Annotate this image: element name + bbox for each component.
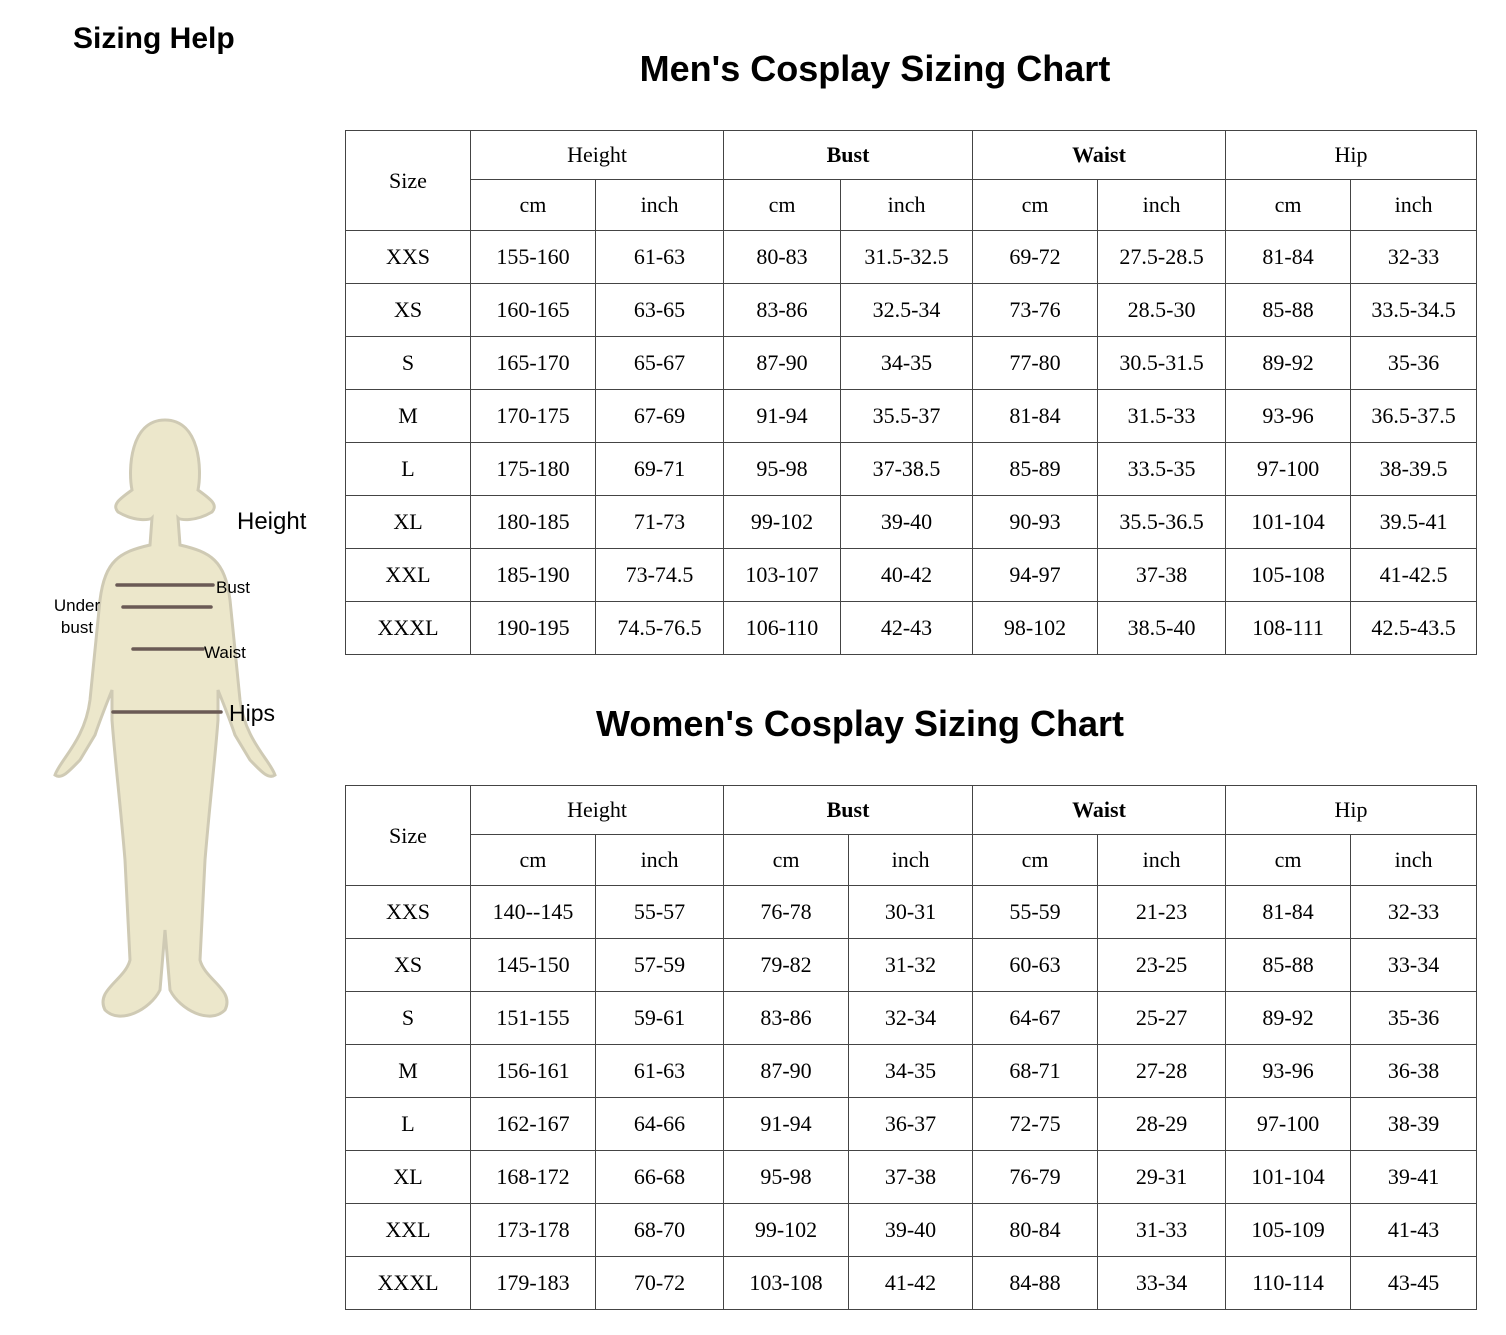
table-row [346, 337, 1477, 390]
table-cell: 81-84 [1226, 886, 1351, 939]
table-cell: 99-102 [724, 496, 841, 549]
size-cell: S [346, 992, 471, 1045]
table-cell: 40-42 [841, 549, 973, 602]
table-cell: 70-72 [596, 1257, 724, 1310]
table-cell: 55-57 [596, 886, 724, 939]
table-cell: 33.5-34.5 [1351, 284, 1477, 337]
women-size-table [345, 785, 1477, 1310]
women-table-body [346, 886, 1477, 1310]
unit-header-inch: inch [596, 835, 724, 886]
men-chart-title: Men's Cosplay Sizing Chart [639, 48, 1111, 89]
table-cell: 89-92 [1226, 337, 1351, 390]
size-cell: XXL [346, 1204, 471, 1257]
table-cell: 105-108 [1226, 549, 1351, 602]
bust-label: Bust [216, 578, 251, 597]
unit-header-inch: inch [1098, 835, 1226, 886]
table-cell: 77-80 [973, 337, 1098, 390]
table-cell: 30-31 [849, 886, 973, 939]
table-row [346, 390, 1477, 443]
table-cell: 21-23 [1098, 886, 1226, 939]
waist-header: Waist [973, 786, 1226, 835]
table-cell: 87-90 [724, 1045, 849, 1098]
table-cell: 29-31 [1098, 1151, 1226, 1204]
table-cell: 64-67 [973, 992, 1098, 1045]
table-cell: 91-94 [724, 1098, 849, 1151]
table-cell: 160-165 [471, 284, 596, 337]
unit-header-cm: cm [1226, 180, 1351, 231]
table-cell: 35.5-36.5 [1098, 496, 1226, 549]
height-label: Height [237, 508, 307, 535]
bust-header: Bust [724, 786, 973, 835]
size-cell: XXXL [346, 1257, 471, 1310]
table-cell: 64-66 [596, 1098, 724, 1151]
table-cell: 79-82 [724, 939, 849, 992]
unit-header-cm: cm [724, 835, 849, 886]
size-cell: XS [346, 939, 471, 992]
table-cell: 63-65 [596, 284, 724, 337]
table-cell: 155-160 [471, 231, 596, 284]
men-size-table [345, 130, 1477, 655]
height-header: Height [471, 131, 724, 180]
table-cell: 97-100 [1226, 443, 1351, 496]
hip-header: Hip [1226, 131, 1477, 180]
table-cell: 41-42 [849, 1257, 973, 1310]
table-cell: 36-38 [1351, 1045, 1477, 1098]
table-cell: 108-111 [1226, 602, 1351, 655]
unit-header-inch: inch [1351, 180, 1477, 231]
table-cell: 31-33 [1098, 1204, 1226, 1257]
table-row [346, 443, 1477, 496]
table-cell: 28.5-30 [1098, 284, 1226, 337]
table-cell: 151-155 [471, 992, 596, 1045]
size-cell: XL [346, 1151, 471, 1204]
size-header: Size [346, 131, 471, 231]
table-cell: 67-69 [596, 390, 724, 443]
table-cell: 66-68 [596, 1151, 724, 1204]
table-cell: 68-71 [973, 1045, 1098, 1098]
table-row [346, 231, 1477, 284]
table-cell: 61-63 [596, 231, 724, 284]
table-cell: 89-92 [1226, 992, 1351, 1045]
table-cell: 36.5-37.5 [1351, 390, 1477, 443]
table-row [346, 1045, 1477, 1098]
table-cell: 106-110 [724, 602, 841, 655]
waist-label: Waist [204, 643, 246, 662]
table-cell: 33-34 [1351, 939, 1477, 992]
unit-header-cm: cm [1226, 835, 1351, 886]
table-cell: 93-96 [1226, 1045, 1351, 1098]
table-cell: 145-150 [471, 939, 596, 992]
unit-header-cm: cm [471, 180, 596, 231]
table-cell: 32.5-34 [841, 284, 973, 337]
table-row [346, 992, 1477, 1045]
table-cell: 27-28 [1098, 1045, 1226, 1098]
table-row [346, 1098, 1477, 1151]
table-cell: 101-104 [1226, 496, 1351, 549]
size-cell: XS [346, 284, 471, 337]
table-cell: 85-89 [973, 443, 1098, 496]
table-row [346, 1204, 1477, 1257]
table-cell: 32-33 [1351, 886, 1477, 939]
table-cell: 98-102 [973, 602, 1098, 655]
table-cell: 39.5-41 [1351, 496, 1477, 549]
table-cell: 97-100 [1226, 1098, 1351, 1151]
table-cell: 32-34 [849, 992, 973, 1045]
table-cell: 73-76 [973, 284, 1098, 337]
table-cell: 83-86 [724, 284, 841, 337]
table-cell: 95-98 [724, 443, 841, 496]
size-cell: XXL [346, 549, 471, 602]
table-cell: 28-29 [1098, 1098, 1226, 1151]
women-chart-title: Women's Cosplay Sizing Chart [596, 703, 1124, 744]
unit-header-inch: inch [596, 180, 724, 231]
table-cell: 65-67 [596, 337, 724, 390]
table-cell: 190-195 [471, 602, 596, 655]
hip-header: Hip [1226, 786, 1477, 835]
table-cell: 165-170 [471, 337, 596, 390]
table-cell: 35.5-37 [841, 390, 973, 443]
table-cell: 94-97 [973, 549, 1098, 602]
table-cell: 84-88 [973, 1257, 1098, 1310]
waist-header: Waist [973, 131, 1226, 180]
table-cell: 95-98 [724, 1151, 849, 1204]
table-cell: 81-84 [973, 390, 1098, 443]
table-cell: 33.5-35 [1098, 443, 1226, 496]
table-cell: 59-61 [596, 992, 724, 1045]
table-cell: 38-39 [1351, 1098, 1477, 1151]
table-cell: 179-183 [471, 1257, 596, 1310]
table-cell: 90-93 [973, 496, 1098, 549]
table-cell: 80-83 [724, 231, 841, 284]
table-row [346, 496, 1477, 549]
table-cell: 73-74.5 [596, 549, 724, 602]
table-cell: 80-84 [973, 1204, 1098, 1257]
table-cell: 38-39.5 [1351, 443, 1477, 496]
table-cell: 170-175 [471, 390, 596, 443]
unit-header-cm: cm [724, 180, 841, 231]
table-cell: 85-88 [1226, 939, 1351, 992]
table-cell: 39-40 [849, 1204, 973, 1257]
table-cell: 69-72 [973, 231, 1098, 284]
table-cell: 31.5-33 [1098, 390, 1226, 443]
table-cell: 185-190 [471, 549, 596, 602]
table-row [346, 1151, 1477, 1204]
table-cell: 76-78 [724, 886, 849, 939]
table-row [346, 602, 1477, 655]
table-cell: 168-172 [471, 1151, 596, 1204]
table-row [346, 886, 1477, 939]
table-cell: 101-104 [1226, 1151, 1351, 1204]
unit-header-cm: cm [973, 835, 1098, 886]
table-cell: 42.5-43.5 [1351, 602, 1477, 655]
table-cell: 30.5-31.5 [1098, 337, 1226, 390]
table-cell: 175-180 [471, 443, 596, 496]
table-cell: 41-42.5 [1351, 549, 1477, 602]
size-cell: XL [346, 496, 471, 549]
unit-header-inch: inch [1351, 835, 1477, 886]
table-cell: 55-59 [973, 886, 1098, 939]
size-cell: S [346, 337, 471, 390]
table-cell: 74.5-76.5 [596, 602, 724, 655]
table-cell: 36-37 [849, 1098, 973, 1151]
under-bust-label-line1: Under [53, 596, 101, 615]
men-table-body [346, 231, 1477, 655]
size-cell: M [346, 390, 471, 443]
size-cell: XXS [346, 886, 471, 939]
table-cell: 99-102 [724, 1204, 849, 1257]
table-cell: 23-25 [1098, 939, 1226, 992]
table-row [346, 939, 1477, 992]
size-cell: M [346, 1045, 471, 1098]
table-cell: 25-27 [1098, 992, 1226, 1045]
under-bust-label [51, 595, 103, 639]
table-cell: 76-79 [973, 1151, 1098, 1204]
unit-header-inch: inch [849, 835, 973, 886]
table-cell: 68-70 [596, 1204, 724, 1257]
table-cell: 31-32 [849, 939, 973, 992]
table-cell: 27.5-28.5 [1098, 231, 1226, 284]
table-cell: 41-43 [1351, 1204, 1477, 1257]
table-cell: 34-35 [841, 337, 973, 390]
table-cell: 81-84 [1226, 231, 1351, 284]
table-cell: 35-36 [1351, 992, 1477, 1045]
table-cell: 37-38 [1098, 549, 1226, 602]
table-row [346, 549, 1477, 602]
table-row [346, 1257, 1477, 1310]
table-cell: 110-114 [1226, 1257, 1351, 1310]
table-cell: 93-96 [1226, 390, 1351, 443]
table-cell: 43-45 [1351, 1257, 1477, 1310]
table-cell: 173-178 [471, 1204, 596, 1257]
table-cell: 69-71 [596, 443, 724, 496]
table-row [346, 284, 1477, 337]
table-cell: 87-90 [724, 337, 841, 390]
table-cell: 31.5-32.5 [841, 231, 973, 284]
unit-header-inch: inch [841, 180, 973, 231]
table-cell: 61-63 [596, 1045, 724, 1098]
height-header: Height [471, 786, 724, 835]
table-cell: 32-33 [1351, 231, 1477, 284]
table-cell: 71-73 [596, 496, 724, 549]
table-cell: 37-38 [849, 1151, 973, 1204]
unit-header-cm: cm [471, 835, 596, 886]
table-cell: 37-38.5 [841, 443, 973, 496]
under-bust-label-line2: bust [60, 618, 94, 637]
table-cell: 180-185 [471, 496, 596, 549]
size-cell: XXS [346, 231, 471, 284]
table-cell: 103-108 [724, 1257, 849, 1310]
table-cell: 140--145 [471, 886, 596, 939]
table-cell: 162-167 [471, 1098, 596, 1151]
table-cell: 33-34 [1098, 1257, 1226, 1310]
table-cell: 57-59 [596, 939, 724, 992]
table-cell: 39-41 [1351, 1151, 1477, 1204]
unit-header-inch: inch [1098, 180, 1226, 231]
size-cell: L [346, 1098, 471, 1151]
table-cell: 39-40 [841, 496, 973, 549]
table-cell: 85-88 [1226, 284, 1351, 337]
table-cell: 42-43 [841, 602, 973, 655]
table-cell: 34-35 [849, 1045, 973, 1098]
table-cell: 83-86 [724, 992, 849, 1045]
size-header: Size [346, 786, 471, 886]
size-cell: L [346, 443, 471, 496]
page-title: Sizing Help [73, 22, 235, 55]
table-cell: 91-94 [724, 390, 841, 443]
unit-header-cm: cm [973, 180, 1098, 231]
table-cell: 105-109 [1226, 1204, 1351, 1257]
size-cell: XXXL [346, 602, 471, 655]
table-cell: 60-63 [973, 939, 1098, 992]
bust-header: Bust [724, 131, 973, 180]
table-cell: 103-107 [724, 549, 841, 602]
hips-label: Hips [229, 700, 276, 726]
table-cell: 72-75 [973, 1098, 1098, 1151]
table-cell: 35-36 [1351, 337, 1477, 390]
table-cell: 156-161 [471, 1045, 596, 1098]
table-cell: 38.5-40 [1098, 602, 1226, 655]
